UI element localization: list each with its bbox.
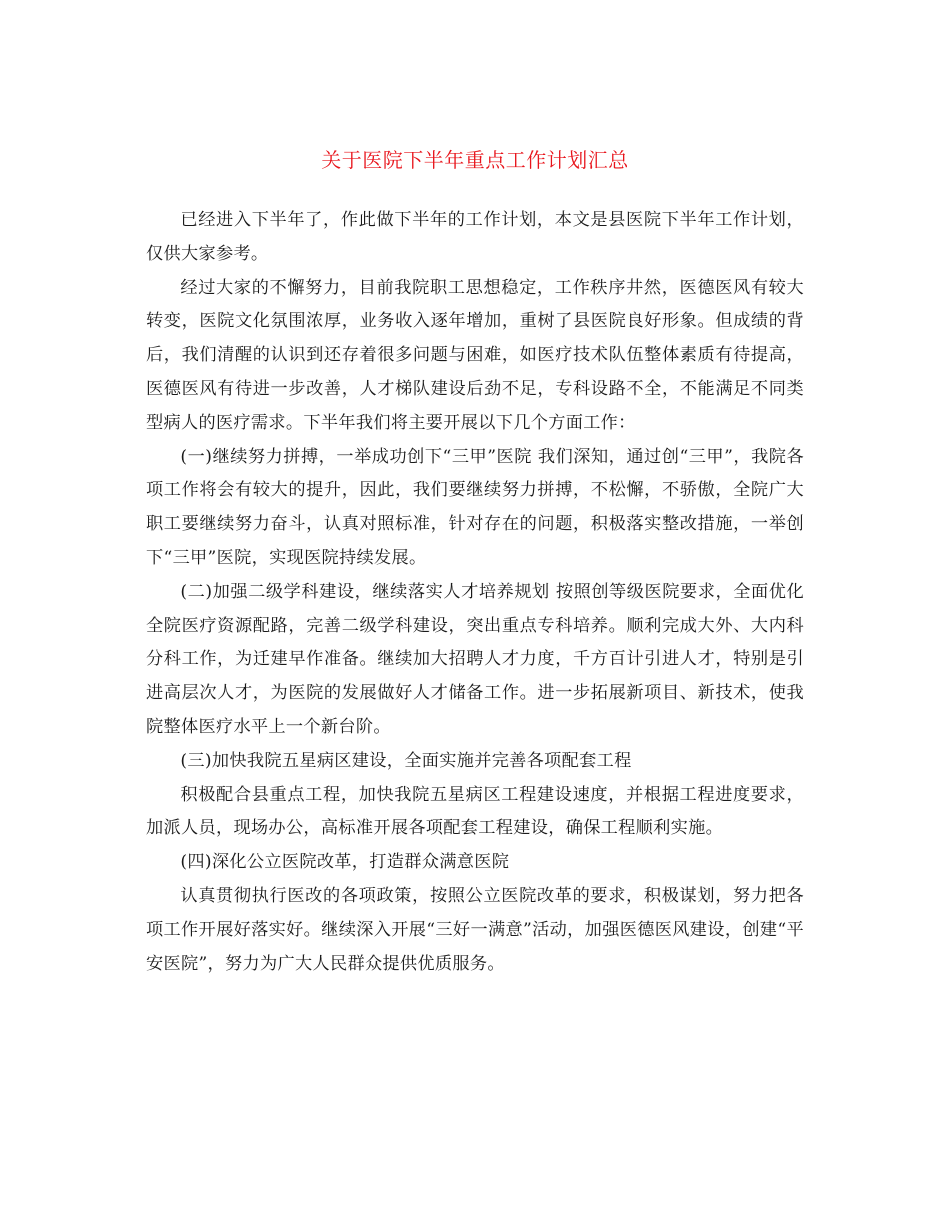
paragraph-item-3-heading: (三)加快我院五星病区建设，全面实施并完善各项配套工程	[180, 750, 632, 771]
paragraph-overview: 经过大家的不懈努力，目前我院职工思想稳定，工作秩序井然，医德医风有较大转变，医院文化氛围浓厚，业务收入逐年增加，重树了县医院良好形象。但成绩的背后，我们清醒的认识到还存着很多问题与困难，如医疗技术队伍整体素质有待提高，医德医风有待进一步改善，人才梯队建设后劲不足，专科设路不全，不能满足不同类型病人的医疗需求。下半年我们将主要开展以下几个方面工作：	[146, 277, 804, 433]
paragraph-item-1: (一)继续努力拼搏，一举成功创下“三甲”医院 我们深知，通过创“三甲”，我院各项工作将会有较大的提升，因此，我们要继续努力拼搏，不松懈，不骄傲，全院广大职工要继续努力奋斗，认真对照标准，针对存在的问题，积极落实整改措施，一举创下“三甲”医院，实现医院持续发展。	[146, 446, 804, 568]
document-title: 关于医院下半年重点工作计划汇总	[321, 148, 629, 172]
paragraph-item-3-body: 积极配合县重点工程，加快我院五星病区工程建设速度，并根据工程进度要求，加派人员，现场办公，高标准开展各项配套工程建设，确保工程顺利实施。	[146, 784, 804, 839]
paragraph-item-2: (二)加强二级学科建设，继续落实人才培养规划 按照创等级医院要求，全面优化全院医疗资源配路，完善二级学科建设，突出重点专科培养。顺利完成大外、大内科分科工作，为迁建早作准备。继续加大招聘人才力度，千方百计引进人才，特别是引进高层次人才，为医院的发展做好人才储备工作。进一步拓展新项目、新技术，使我院整体医疗水平上一个新台阶。	[146, 581, 804, 737]
paragraph-item-4-heading: (四)深化公立医院改革，打造群众满意医院	[180, 852, 510, 873]
document-body	[146, 204, 804, 981]
paragraph-intro: 已经进入下半年了，作此做下半年的工作计划，本文是县医院下半年工作计划，仅供大家参考。	[146, 210, 804, 264]
paragraph-item-4-body: 认真贯彻执行医改的各项政策，按照公立医院改革的要求，积极谋划，努力把各项工作开展好落实好。继续深入开展“三好一满意”活动，加强医德医风建设，创建“平安医院”，努力为广大人民群众提供优质服务。	[146, 885, 804, 974]
